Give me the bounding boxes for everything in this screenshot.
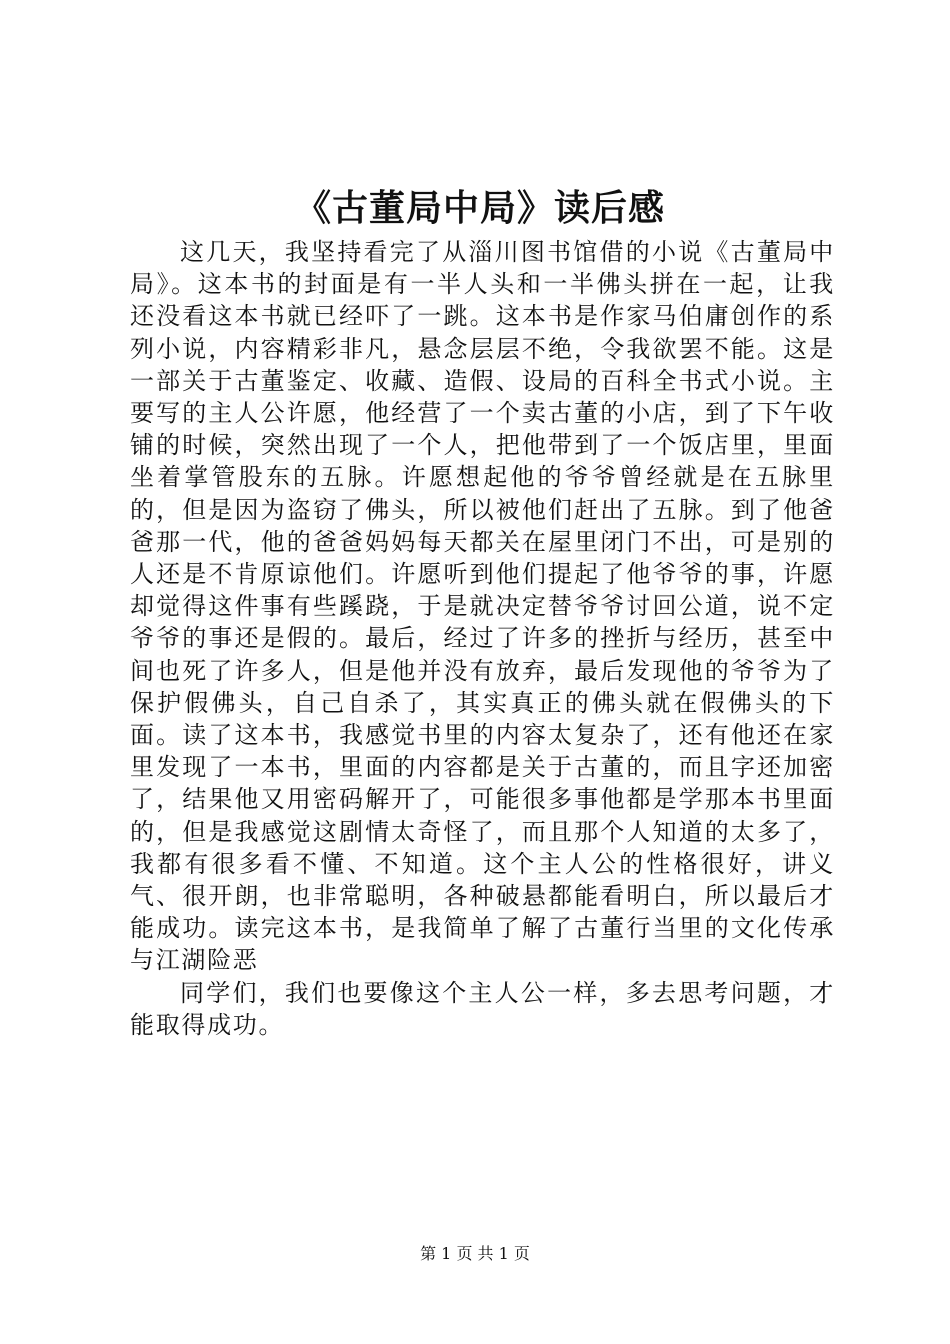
body-paragraph: 同学们，我们也要像这个主人公一样，多去思考问题，才能取得成功。 xyxy=(130,978,835,1039)
document-body xyxy=(130,236,835,1041)
document-title: 《古董局中局》读后感 xyxy=(294,187,665,229)
body-paragraph: 这几天，我坚持看完了从淄川图书馆借的小说《古董局中局》。这本书的封面是有一半人头和一半佛头拼在一起，让我还没看这本书就已经吓了一跳。这本书是作家马伯庸创作的系列小说，内容精彩非凡，悬念层层不绝，令我欲罢不能。这是一部关于古董鉴定、收藏、造假、设局的百科全书式小说。主要写的主人公许愿，他经营了一个卖古董的小店，到了下午收铺的时候，突然出现了一个人，把他带到了一个饭店里，里面坐着掌管股东的五脉。许愿想起他的爷爷曾经就是在五脉里的，但是因为盗窃了佛头，所以被他们赶出了五脉。到了他爸爸那一代，他的爸爸妈妈每天都关在屋里闭门不出，可是别的人还是不肯原谅他们。许愿听到他们提起了他爷爷的事，许愿却觉得这件事有些蹊跷，于是就决定替爷爷讨回公道，说不定爷爷的事还是假的。最后，经过了许多的挫折与经历，甚至中间也死了许多人，但是他并没有放弃，最后发现他的爷爷为了保护假佛头，自己自杀了，其实真正的佛头就在假佛头的下面。读了这本书，我感觉书里的内容太复杂了，还有他还在家里发现了一本书，里面的内容都是关于古董的，而且字还加密了，结果他又用密码解开了，可能很多事他都是学那本书里面的，但是我感觉这剧情太奇怪了，而且那个人知道的太多了，我都有很多看不懂、不知道。这个主人公的性格很好，讲义气、很开朗，也非常聪明，各种破悬都能看明白，所以最后才能成功。读完这本书，是我简单了解了古董行当里的文化传承与江湖险恶 xyxy=(130,238,835,975)
page-number-footer: 第 1 页 共 1 页 xyxy=(420,1244,530,1263)
